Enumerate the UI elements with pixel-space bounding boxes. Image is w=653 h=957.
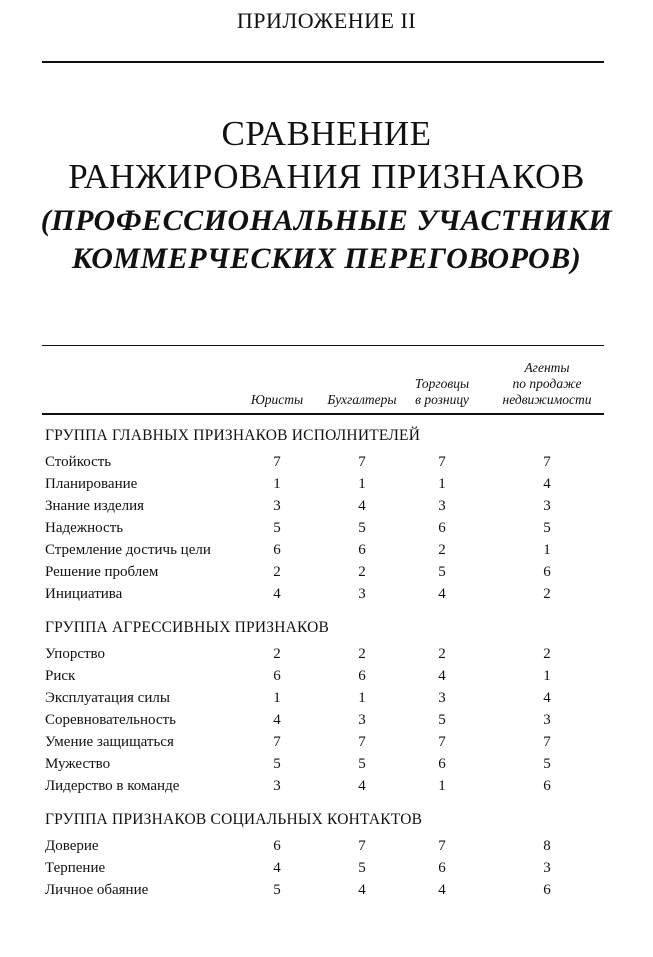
- rank-value: 3: [438, 690, 446, 706]
- table-row: [45, 838, 605, 860]
- rank-value: 7: [543, 734, 551, 750]
- trait-label: Личное обаяние: [45, 882, 149, 898]
- rank-value: 6: [273, 838, 281, 854]
- column-header-line: недвижимости: [502, 392, 592, 407]
- table-row: [45, 476, 605, 498]
- trait-label: Знание изделия: [45, 498, 145, 514]
- rank-value: 6: [438, 756, 446, 772]
- rank-value: 2: [543, 586, 551, 602]
- trait-label: Инициатива: [45, 586, 123, 602]
- rank-value: 7: [273, 454, 281, 470]
- trait-label: Риск: [45, 668, 76, 684]
- rank-value: 6: [543, 882, 551, 898]
- table-header-rule: [42, 413, 604, 415]
- rank-value: 6: [438, 520, 446, 536]
- rank-value: 5: [273, 882, 281, 898]
- appendix-heading: ПРИЛОЖЕНИЕ II: [236, 8, 417, 33]
- table-row: [45, 646, 605, 668]
- rank-value: 7: [438, 734, 446, 750]
- rank-value: 7: [358, 838, 366, 854]
- rank-value: 6: [358, 542, 366, 558]
- rank-value: 5: [543, 756, 551, 772]
- trait-label: Эксплуатация силы: [45, 690, 170, 706]
- rank-value: 3: [438, 498, 446, 514]
- rank-value: 5: [358, 520, 366, 536]
- table-row: [45, 860, 605, 882]
- table-row: [45, 520, 605, 542]
- table-row: [45, 498, 605, 520]
- trait-label: Решение проблем: [45, 564, 159, 580]
- trait-label: Умение защищаться: [45, 734, 174, 750]
- table-row: [45, 454, 605, 476]
- trait-label: Доверие: [45, 838, 99, 854]
- title-line-2: РАНЖИРОВАНИЯ ПРИЗНАКОВ: [68, 157, 585, 196]
- trait-label: Упорство: [45, 646, 106, 662]
- rank-value: 4: [438, 586, 446, 602]
- column-header-line: Бухгалтеры: [327, 392, 397, 407]
- rank-value: 6: [273, 668, 281, 684]
- rank-value: 3: [543, 860, 551, 876]
- column-header-line: Агенты: [524, 360, 570, 375]
- rank-value: 4: [273, 586, 281, 602]
- title-line-1: СРАВНЕНИЕ: [221, 114, 432, 153]
- rank-value: 7: [273, 734, 281, 750]
- rank-value: 1: [358, 690, 366, 706]
- column-header: [482, 360, 612, 408]
- rank-value: 1: [543, 668, 551, 684]
- rank-value: 4: [438, 882, 446, 898]
- rank-value: 1: [438, 476, 446, 492]
- rank-value: 5: [273, 520, 281, 536]
- trait-label: Терпение: [45, 860, 106, 876]
- rank-value: 4: [273, 860, 281, 876]
- rank-value: 7: [358, 734, 366, 750]
- group-heading: ГРУППА ПРИЗНАКОВ СОЦИАЛЬНЫХ КОНТАКТОВ: [45, 811, 423, 828]
- rank-value: 6: [438, 860, 446, 876]
- table-row: [45, 564, 605, 586]
- rank-value: 6: [543, 778, 551, 794]
- rank-value: 3: [273, 498, 281, 514]
- rank-value: 5: [543, 520, 551, 536]
- table-row: [45, 882, 605, 904]
- rank-value: 6: [358, 668, 366, 684]
- header-rule: [42, 61, 604, 63]
- rank-value: 1: [438, 778, 446, 794]
- rank-value: 7: [438, 454, 446, 470]
- rank-value: 1: [273, 690, 281, 706]
- column-header-line: в розницу: [415, 392, 469, 407]
- rank-value: 3: [273, 778, 281, 794]
- table-row: [45, 712, 605, 734]
- column-header-line: по продаже: [512, 376, 582, 391]
- rank-value: 2: [273, 646, 281, 662]
- column-header-line: Юристы: [250, 392, 304, 407]
- rank-value: 4: [543, 476, 551, 492]
- rank-value: 2: [273, 564, 281, 580]
- rank-value: 6: [273, 542, 281, 558]
- subtitle-line-1: (ПРОФЕССИОНАЛЬНЫЕ УЧАСТНИКИ: [40, 204, 613, 237]
- rank-value: 5: [358, 860, 366, 876]
- group-heading: ГРУППА АГРЕССИВНЫХ ПРИЗНАКОВ: [45, 619, 330, 636]
- rank-value: 1: [358, 476, 366, 492]
- table-row: [45, 756, 605, 778]
- rank-value: 1: [273, 476, 281, 492]
- rank-value: 4: [273, 712, 281, 728]
- rank-value: 3: [358, 712, 366, 728]
- rank-value: 5: [358, 756, 366, 772]
- rank-value: 5: [273, 756, 281, 772]
- trait-label: Мужество: [45, 756, 111, 772]
- subtitle-line-2: КОММЕРЧЕСКИХ ПЕРЕГОВОРОВ): [71, 242, 582, 275]
- table-row: [45, 542, 605, 564]
- rank-value: 3: [358, 586, 366, 602]
- column-header-line: Торговцы: [414, 376, 470, 391]
- rank-value: 1: [543, 542, 551, 558]
- rank-value: 3: [543, 712, 551, 728]
- rank-value: 7: [438, 838, 446, 854]
- rank-value: 2: [438, 542, 446, 558]
- trait-label: Лидерство в команде: [45, 778, 180, 794]
- group-heading: ГРУППА ГЛАВНЫХ ПРИЗНАКОВ ИСПОЛНИТЕЛЕЙ: [45, 427, 421, 444]
- rank-value: 2: [438, 646, 446, 662]
- rank-value: 3: [543, 498, 551, 514]
- rank-value: 4: [358, 778, 366, 794]
- rank-value: 2: [543, 646, 551, 662]
- rank-value: 4: [358, 882, 366, 898]
- table-row: [45, 690, 605, 712]
- table-top-rule: [42, 345, 604, 346]
- trait-label: Надежность: [45, 520, 124, 536]
- trait-label: Планирование: [45, 476, 138, 492]
- rank-value: 5: [438, 712, 446, 728]
- trait-label: Стремление достичь цели: [45, 542, 211, 558]
- rank-value: 4: [543, 690, 551, 706]
- trait-label: Стойкость: [45, 454, 112, 470]
- table-row: [45, 668, 605, 690]
- rank-value: 4: [358, 498, 366, 514]
- rank-value: 2: [358, 564, 366, 580]
- rank-value: 7: [543, 454, 551, 470]
- rank-value: 6: [543, 564, 551, 580]
- rank-value: 8: [543, 838, 551, 854]
- table-row: [45, 734, 605, 756]
- rank-value: 2: [358, 646, 366, 662]
- rank-value: 4: [438, 668, 446, 684]
- rank-value: 7: [358, 454, 366, 470]
- table-row: [45, 778, 605, 800]
- table-row: [45, 586, 605, 608]
- trait-label: Соревновательность: [45, 712, 176, 728]
- rank-value: 5: [438, 564, 446, 580]
